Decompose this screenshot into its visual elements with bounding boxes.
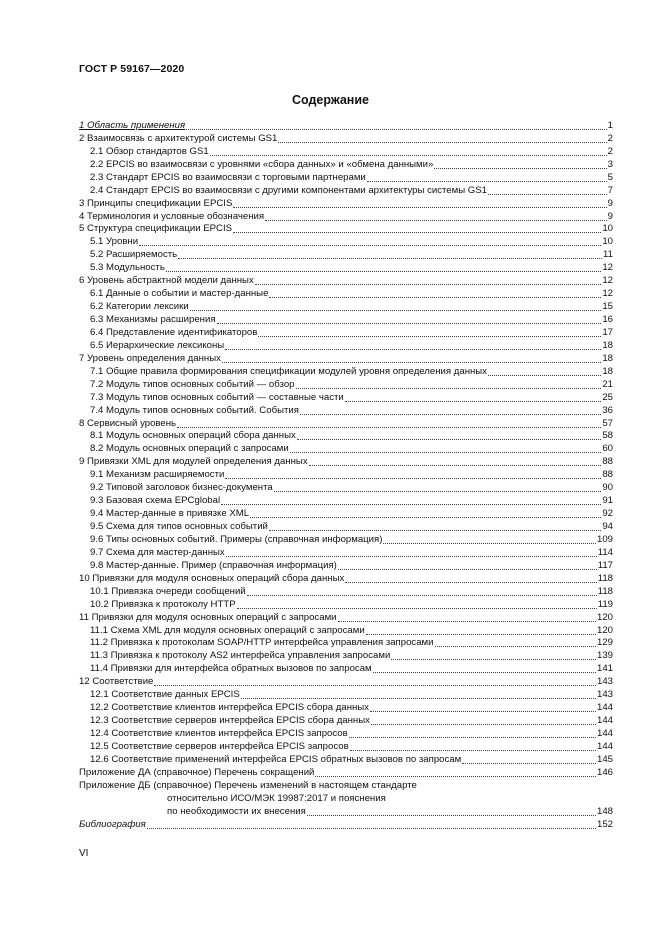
toc-entry-label: 12.3 Соответствие серверов интерфейса EPCIS сбора данных — [90, 715, 370, 727]
page-title: Содержание — [291, 93, 369, 107]
toc-entry-label: 2.2 EPCIS во взаимосвязи с уровнями «сбора данных» и «обмена данными» — [90, 158, 434, 170]
toc-entry-page: 109 — [596, 533, 613, 545]
toc-leader-dots — [147, 827, 596, 829]
toc-entry[interactable] — [79, 430, 613, 443]
toc-entry-label: 1 Область применения — [79, 119, 186, 131]
toc-entry-label: 8.1 Модуль основных операций сбора данных — [90, 430, 296, 442]
toc-entry[interactable] — [79, 507, 613, 520]
toc-entry[interactable] — [79, 339, 613, 352]
toc-entry-label: 4 Терминология и условные обозначения — [79, 210, 265, 222]
toc-entry-label: 9.5 Схема для типов основных событий — [90, 521, 268, 532]
toc-entry-label: 9.4 Мастер-данные в привязке XML — [90, 508, 250, 520]
toc-leader-dots — [315, 775, 596, 777]
toc-entry[interactable] — [79, 533, 613, 546]
toc-entry-label: 2.1 Обзор стандартов GS1 — [90, 145, 209, 157]
toc-entry-label: 12.4 Соответствие клиентов интерфейса EPCIS запросов — [90, 728, 348, 739]
toc-entry-page: 17 — [602, 326, 613, 338]
toc-entry-label: 7 Уровень определения данных — [79, 352, 221, 364]
toc-leader-dots — [349, 736, 596, 738]
toc-entry-label: 6.5 Иерархические лексиконы — [90, 339, 225, 351]
toc-entry-page: 114 — [597, 546, 613, 558]
toc-entry-label: Библиография — [79, 818, 146, 830]
toc-entry[interactable] — [79, 546, 613, 559]
toc-entry-page: 119 — [597, 598, 613, 610]
toc-entry[interactable] — [79, 261, 613, 274]
toc-leader-dots — [255, 283, 602, 285]
toc-entry-label: 6.4 Представление идентификаторов — [90, 326, 258, 338]
toc-entry[interactable] — [79, 662, 613, 675]
toc-entry[interactable] — [79, 766, 613, 779]
toc-entry-page: 117 — [597, 559, 613, 571]
toc-entry-label: 11.1 Схема XML для модуля основных операций с запросами — [90, 624, 365, 636]
toc-leader-dots — [177, 426, 601, 428]
document-id: ГОСТ Р 59167—2020 — [79, 63, 185, 75]
toc-entry-page: 118 — [597, 572, 613, 584]
toc-entry-label: Приложение ДБ (справочное) Перечень изменений в настоящем стандарте — [79, 779, 417, 791]
toc-entry-page: 25 — [602, 391, 613, 403]
toc-leader-dots — [290, 451, 602, 453]
toc-entry-page: 144 — [596, 728, 613, 739]
toc-entry-label: 11.2 Привязка к протоколам SOAP/HTTP интерфейса управления запросами — [90, 637, 434, 649]
toc-entry-page: 88 — [602, 469, 613, 481]
toc-entry-label: по необходимости их внесения — [167, 805, 306, 817]
toc-entry-page: 15 — [602, 301, 613, 313]
toc-leader-dots — [278, 141, 606, 143]
toc-entry[interactable] — [79, 753, 613, 766]
toc-entry-label: 6.2 Категории лексики — [90, 301, 189, 313]
toc-entry-page: 57 — [602, 417, 613, 429]
toc-entry[interactable] — [79, 300, 613, 313]
toc-entry[interactable] — [79, 171, 613, 184]
toc-entry[interactable] — [79, 701, 613, 714]
toc-entry-page: 21 — [602, 378, 613, 390]
toc-leader-dots — [366, 633, 596, 635]
toc-leader-dots — [186, 128, 607, 130]
toc-entry-page: 58 — [602, 430, 613, 442]
page-number: VI — [79, 848, 89, 859]
toc-entry-page: 16 — [602, 314, 613, 325]
toc-leader-dots — [383, 542, 596, 544]
toc-entry-label: 2 Взаимосвязь с архитектурой системы GS1 — [79, 132, 278, 144]
toc-leader-dots — [250, 516, 601, 518]
toc-leader-dots — [233, 206, 606, 208]
toc-entry-label: 5.3 Модульность — [90, 262, 165, 274]
toc-entry-page: 7 — [607, 184, 613, 196]
toc-entry[interactable] — [79, 675, 613, 688]
toc-entry-label: 7.4 Модуль типов основных событий. События — [90, 404, 299, 416]
toc-entry-label: 9.1 Механизм расширяемости — [90, 469, 225, 481]
toc-entry-page: 12 — [602, 288, 613, 300]
toc-entry-label: 10.1 Привязка очереди сообщений — [90, 585, 246, 597]
toc-entry-label: 5 Структура спецификации EPCIS — [79, 223, 233, 235]
toc-entry[interactable] — [79, 598, 613, 611]
toc-entry-label: 9.7 Схема для мастер-данных — [90, 546, 225, 558]
toc-entry-page: 90 — [602, 482, 613, 494]
toc-entry-page: 12 — [602, 275, 613, 287]
toc-entry[interactable] — [79, 455, 613, 468]
toc-leader-dots — [233, 231, 601, 233]
toc-entry-page: 2 — [607, 145, 613, 157]
toc-leader-dots — [371, 723, 596, 725]
toc-leader-dots — [247, 594, 597, 596]
toc-entry[interactable] — [79, 740, 613, 753]
toc-entry[interactable] — [79, 352, 613, 365]
toc-entry[interactable] — [79, 818, 613, 831]
toc-entry-label: 12.5 Соответствие серверов интерфейса EPCIS запросов — [90, 740, 349, 752]
toc-leader-dots — [269, 296, 601, 298]
toc-entry[interactable] — [79, 223, 613, 236]
toc-entry-page: 145 — [596, 753, 613, 765]
toc-leader-dots — [434, 167, 606, 169]
toc-leader-dots — [435, 645, 596, 647]
toc-entry[interactable] — [79, 287, 613, 300]
toc-leader-dots — [296, 387, 602, 389]
toc-leader-dots — [370, 710, 596, 712]
toc-entry-label: 10.2 Привязка к протоколу HTTP — [90, 598, 236, 610]
toc-entry[interactable] — [79, 572, 613, 585]
toc-leader-dots — [307, 814, 596, 816]
table-of-contents — [79, 119, 613, 831]
toc-leader-dots — [488, 374, 601, 376]
toc-entry-page: 120 — [596, 624, 613, 636]
toc-entry-label: 5.2 Расширяемость — [90, 249, 178, 261]
toc-entry-page: 9 — [607, 210, 613, 222]
toc-entry-label: 9.3 Базовая схема EPCglobal — [90, 495, 221, 507]
toc-entry[interactable] — [79, 184, 613, 197]
toc-entry-page: 36 — [602, 404, 613, 416]
toc-entry-page: 10 — [602, 236, 613, 248]
toc-entry[interactable] — [79, 313, 613, 326]
toc-entry[interactable] — [79, 248, 613, 261]
toc-entry-page: 9 — [607, 197, 613, 209]
toc-entry-label: 8 Сервисный уровень — [79, 417, 177, 429]
toc-entry-label: 7.2 Модуль типов основных событий — обзор — [90, 378, 295, 390]
toc-entry[interactable] — [79, 158, 613, 171]
toc-leader-dots — [345, 400, 602, 402]
toc-entry-label: 12.1 Соответствие данных EPCIS — [90, 689, 240, 701]
toc-entry-label: 9.2 Типовой заголовок бизнес-документа — [90, 482, 273, 494]
toc-entry-page: 148 — [596, 805, 613, 817]
toc-entry[interactable] — [79, 417, 613, 430]
toc-leader-dots — [225, 348, 601, 350]
toc-entry-label: 5.1 Уровни — [90, 236, 139, 248]
toc-entry[interactable] — [79, 326, 613, 339]
toc-entry-label: 7.3 Модуль типов основных событий — составные части — [90, 391, 344, 403]
toc-entry[interactable] — [79, 520, 613, 533]
toc-leader-dots — [258, 335, 601, 337]
toc-entry-label: 12.2 Соответствие клиентов интерфейса EPCIS сбора данных — [90, 702, 369, 714]
toc-entry[interactable] — [79, 494, 613, 507]
toc-leader-dots — [309, 464, 602, 466]
toc-entry[interactable] — [79, 585, 613, 598]
toc-entry-page: 143 — [596, 676, 613, 688]
toc-entry[interactable] — [79, 779, 613, 792]
toc-leader-dots — [300, 413, 601, 415]
toc-leader-dots — [367, 180, 607, 182]
toc-leader-dots — [154, 684, 596, 686]
toc-leader-dots — [210, 154, 607, 156]
toc-entry-label: 3 Принципы спецификации EPCIS — [79, 197, 233, 209]
toc-entry-page: 144 — [596, 740, 613, 752]
toc-entry-page: 5 — [607, 171, 613, 183]
toc-entry[interactable] — [79, 637, 613, 650]
toc-entry-page: 144 — [596, 715, 613, 727]
toc-leader-dots — [345, 581, 596, 583]
toc-entry[interactable] — [79, 365, 613, 378]
toc-entry[interactable] — [79, 559, 613, 572]
toc-entry-label: 2.3 Стандарт EPCIS во взаимосвязи с торговыми партнерами — [90, 171, 366, 183]
toc-entry-page: 1 — [607, 119, 613, 131]
toc-entry-label: 12 Соответствие — [79, 676, 154, 688]
toc-entry-page: 146 — [596, 766, 613, 778]
toc-entry[interactable] — [79, 805, 613, 818]
toc-entry-page: 11 — [603, 249, 613, 261]
toc-leader-dots — [222, 361, 601, 363]
toc-entry[interactable] — [79, 197, 613, 210]
toc-entry-page: 92 — [602, 508, 613, 520]
toc-leader-dots — [265, 219, 607, 221]
toc-entry-label: 2.4 Стандарт EPCIS во взаимосвязи с другими компонентами архитектуры системы GS1 — [90, 184, 487, 196]
toc-entry-page: 129 — [596, 637, 613, 649]
toc-entry[interactable] — [79, 624, 613, 637]
toc-entry[interactable] — [79, 688, 613, 701]
toc-leader-dots — [226, 555, 597, 557]
toc-entry[interactable] — [79, 119, 613, 132]
toc-entry-page: 120 — [596, 611, 613, 623]
toc-leader-dots — [488, 193, 607, 195]
toc-leader-dots — [139, 244, 601, 246]
toc-entry[interactable] — [79, 210, 613, 223]
toc-leader-dots — [462, 762, 596, 764]
toc-entry-page: 91 — [602, 495, 613, 507]
toc-leader-dots — [338, 620, 596, 622]
toc-leader-dots — [217, 322, 602, 324]
toc-entry-label: 9.6 Типы основных событий. Примеры (справочная информация) — [90, 533, 383, 545]
toc-leader-dots — [237, 607, 597, 609]
toc-entry-page: 60 — [602, 443, 613, 455]
toc-entry-label: 6.1 Данные о событии и мастер-данные — [90, 288, 269, 300]
toc-entry-label: 6.3 Механизмы расширения — [90, 314, 216, 325]
toc-entry-label: 10 Привязки для модуля основных операций сбора данных — [79, 572, 345, 584]
toc-entry[interactable] — [79, 792, 613, 805]
toc-leader-dots — [269, 529, 601, 531]
toc-entry[interactable] — [79, 714, 613, 727]
toc-entry-label: Приложение ДА (справочное) Перечень сокращений — [79, 766, 315, 778]
toc-entry[interactable] — [79, 274, 613, 287]
toc-leader-dots — [338, 568, 597, 570]
toc-entry-label: 6 Уровень абстрактной модели данных — [79, 275, 254, 287]
toc-leader-dots — [225, 477, 601, 479]
toc-entry-page: 88 — [602, 456, 613, 468]
toc-entry-label: относительно ИСО/МЭК 19987:2017 и пояснения — [167, 792, 386, 804]
toc-leader-dots — [178, 257, 602, 259]
toc-entry[interactable] — [79, 235, 613, 248]
toc-entry-page: 143 — [596, 689, 613, 701]
toc-leader-dots — [373, 671, 596, 673]
toc-entry-page: 152 — [596, 818, 613, 830]
toc-entry-label: 9.8 Мастер-данные. Пример (справочная информация) — [90, 559, 337, 571]
toc-entry-label: 11.4 Привязки для интерфейса обратных вызовов по запросам — [90, 663, 372, 675]
toc-entry-page: 3 — [607, 158, 613, 170]
toc-entry-page: 118 — [597, 585, 613, 597]
toc-entry[interactable] — [79, 611, 613, 624]
toc-entry-label: 8.2 Модуль основных операций с запросами — [90, 443, 289, 455]
toc-entry[interactable] — [79, 145, 613, 158]
toc-entry[interactable] — [79, 481, 613, 494]
toc-entry-page: 144 — [596, 702, 613, 714]
toc-entry-label: 9 Привязки XML для модулей определения данных — [79, 456, 308, 468]
toc-entry[interactable] — [79, 391, 613, 404]
toc-leader-dots — [274, 490, 602, 492]
toc-entry[interactable] — [79, 468, 613, 481]
toc-entry[interactable] — [79, 378, 613, 391]
toc-entry[interactable] — [79, 727, 613, 740]
toc-entry-page: 2 — [607, 132, 613, 144]
toc-leader-dots — [221, 503, 601, 505]
toc-entry[interactable] — [79, 404, 613, 417]
toc-entry-page: 94 — [602, 521, 613, 532]
toc-entry-label: 11 Привязки для модуля основных операций с запросами — [79, 611, 337, 623]
toc-entry-label: 12.6 Соответствие применений интерфейса EPCIS обратных вызовов по запросам — [90, 753, 462, 765]
toc-leader-dots — [241, 697, 596, 699]
toc-entry-label: 7.1 Общие правила формирования спецификации модулей уровня определения данных — [90, 365, 487, 377]
toc-leader-dots — [350, 749, 596, 751]
toc-leader-dots — [297, 438, 602, 440]
toc-entry-page: 139 — [596, 650, 613, 662]
toc-leader-dots — [166, 270, 601, 272]
toc-entry[interactable] — [79, 132, 613, 145]
toc-leader-dots — [190, 309, 602, 311]
toc-entry-page: 141 — [596, 663, 613, 675]
toc-entry-page: 12 — [602, 262, 613, 274]
toc-entry-label: 11.3 Привязка к протоколу AS2 интерфейса управления запросами — [90, 650, 391, 662]
toc-entry-page: 18 — [602, 339, 613, 351]
toc-entry-page: 18 — [602, 352, 613, 364]
toc-entry[interactable] — [79, 649, 613, 662]
toc-entry-page: 18 — [602, 365, 613, 377]
toc-entry[interactable] — [79, 442, 613, 455]
toc-leader-dots — [391, 658, 596, 660]
toc-entry-page: 10 — [602, 223, 613, 235]
